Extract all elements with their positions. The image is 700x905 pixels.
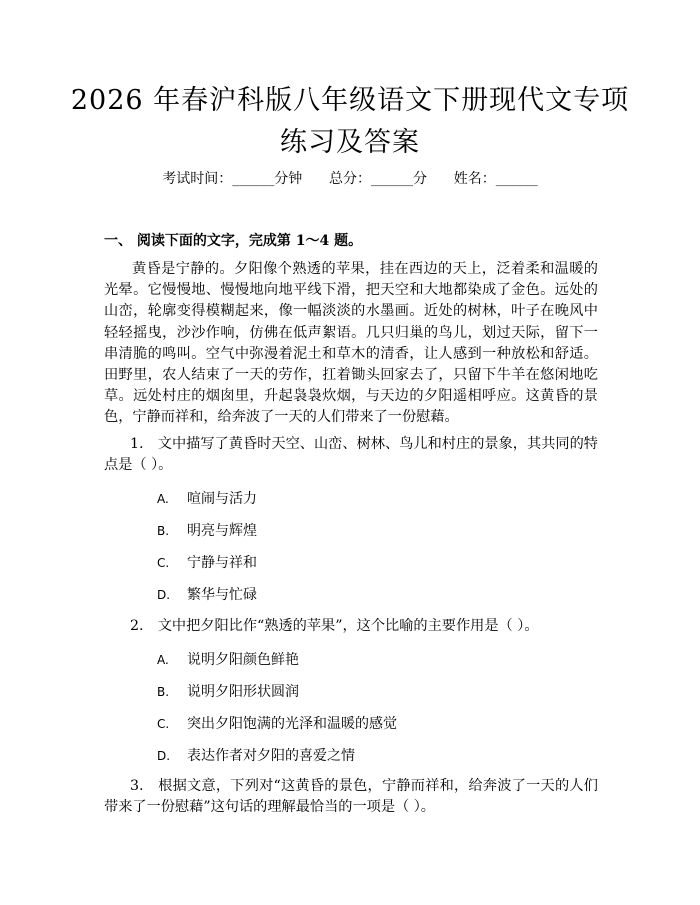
q1-option-d xyxy=(157,584,257,604)
title-line-1: 2026 年春沪科版八年级语文下册现代文专项 xyxy=(70,85,630,116)
exam-info xyxy=(0,168,700,188)
option-text: 说明夕阳颜色鲜艳 xyxy=(187,652,299,668)
option-letter: D. xyxy=(157,588,171,602)
q1-option-b xyxy=(157,520,257,540)
time-unit: 分钟 xyxy=(274,171,303,187)
name-blank: ______ xyxy=(495,171,538,187)
option-letter: C. xyxy=(157,556,170,570)
q2-option-b xyxy=(157,681,299,701)
option-text: 繁华与忙碌 xyxy=(187,587,257,603)
q1-option-c xyxy=(157,552,257,572)
option-letter: A. xyxy=(157,653,169,667)
q2-option-c xyxy=(157,713,397,733)
option-letter: D. xyxy=(157,749,171,763)
option-letter: A. xyxy=(157,492,169,506)
question-3: 3. 根据文意，下列对“这黄昏的景色，宁静而祥和，给奔波了一天的人们带来了一份慰藉”这句话的理解最恰当的一项是（ ）。 xyxy=(104,778,598,815)
option-text: 突出夕阳饱满的光泽和温暖的感觉 xyxy=(187,716,397,732)
option-text: 说明夕阳形状圆润 xyxy=(187,684,299,700)
option-letter: B. xyxy=(157,685,170,699)
document-title xyxy=(70,80,630,164)
option-text: 表达作者对夕阳的喜爱之情 xyxy=(187,748,355,764)
option-text: 明亮与辉煌 xyxy=(187,523,257,539)
option-letter: C. xyxy=(157,717,170,731)
title-line-2: 练习及答案 xyxy=(280,127,420,158)
question-2: 2. 文中把夕阳比作“熟透的苹果”，这个比喻的主要作用是（ ）。 xyxy=(130,618,539,634)
score-blank: ______ xyxy=(371,171,413,187)
q2-option-a xyxy=(157,649,299,669)
question-1: 1. 文中描写了黄昏时天空、山峦、树林、鸟儿和村庄的景象，其共同的特点是（ ）。 xyxy=(104,436,598,473)
section-heading: 一、 阅读下面的文字，完成第 1～4 题。 xyxy=(104,233,363,249)
reading-passage: 黄昏是宁静的。夕阳像个熟透的苹果，挂在西边的天上，泛着柔和温暖的光晕。它慢慢地、慢慢地向地平线下滑，把天空和大地都染成了金色。远处的山峦，轮廓变得模糊起来，像一幅淡淡的水墨画。近处的树林，叶子在晚风中轻轻摇曳，沙沙作响，仿佛在低声絮语。几只归巢的鸟儿，划过天际，留下一串清脆的鸣叫。空气中弥漫着泥土和草木的清香，让人感到一种放松和舒适。田野里，农人结束了一天的劳作，扛着锄头回家去了，只留下牛羊在悠闲地吃草。远处村庄的烟囱里，升起袅袅炊烟，与天边的夕阳遥相呼应。这黄昏的景色，宁静而祥和，给奔波了一天的人们带来了一份慰藉。 xyxy=(104,261,598,426)
name-label: 姓名： xyxy=(453,171,496,187)
time-blank: ______ xyxy=(232,171,275,187)
q1-option-a xyxy=(157,488,257,508)
option-letter: B. xyxy=(157,524,170,538)
option-text: 喧闹与活力 xyxy=(187,491,257,507)
score-label: 总分： xyxy=(329,171,371,187)
score-unit: 分 xyxy=(413,171,427,187)
time-label: 考试时间： xyxy=(162,171,233,187)
option-text: 宁静与祥和 xyxy=(187,555,257,571)
q2-option-d xyxy=(157,745,355,765)
